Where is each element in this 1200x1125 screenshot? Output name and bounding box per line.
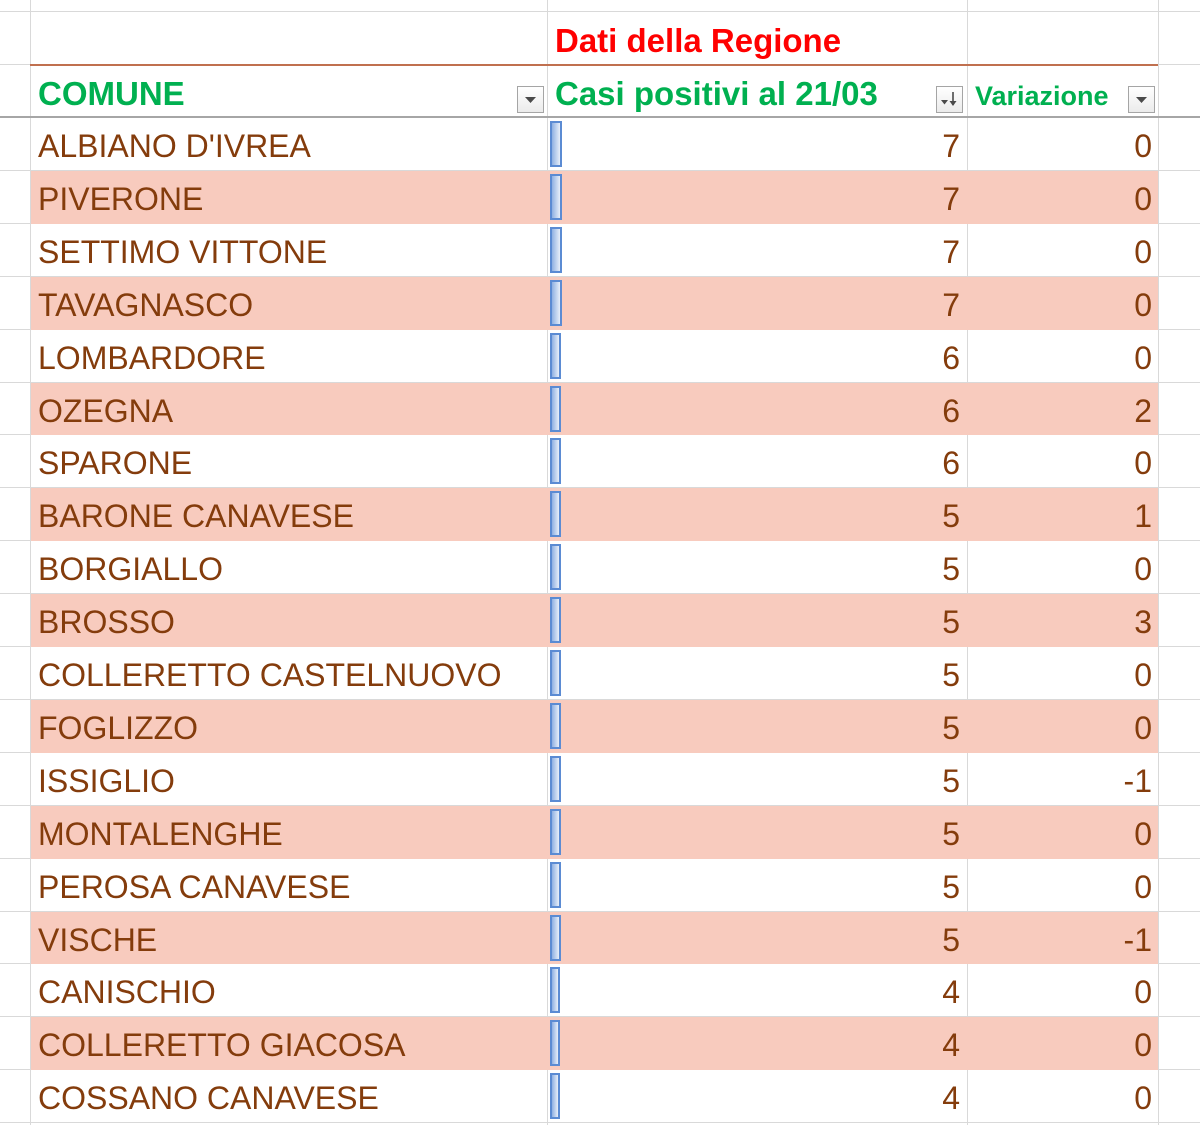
table-row	[31, 541, 1158, 594]
casi-positivi-value: 5	[942, 921, 960, 958]
table-row	[31, 277, 1158, 330]
data-bar	[550, 967, 560, 1013]
cell-comune[interactable]: PIVERONE	[38, 180, 204, 217]
table-row	[31, 594, 1158, 647]
cell-variazione[interactable]: 0	[1134, 868, 1152, 905]
cell-comune[interactable]: COSSANO CANAVESE	[38, 1080, 379, 1117]
sort-descending-filter-icon	[937, 87, 962, 112]
casi-positivi-value: 4	[942, 1027, 960, 1064]
cell-variazione[interactable]: 0	[1134, 339, 1152, 376]
column-header-casi-positivi[interactable]: Casi positivi al 21/03	[555, 75, 878, 112]
data-bar	[550, 174, 562, 220]
casi-positivi-filter-button[interactable]	[936, 86, 963, 113]
casi-positivi-value: 7	[942, 128, 960, 164]
data-bar	[550, 544, 561, 590]
table-row	[31, 964, 1158, 1017]
cell-casi-positivi[interactable]	[547, 700, 967, 753]
cell-casi-positivi[interactable]	[547, 859, 967, 912]
cell-casi-positivi[interactable]	[547, 435, 967, 488]
casi-positivi-value: 4	[942, 974, 960, 1011]
data-bar	[550, 1020, 560, 1066]
cell-variazione[interactable]: 0	[1134, 128, 1152, 164]
cell-casi-positivi[interactable]	[547, 1070, 967, 1123]
cell-comune[interactable]: TAVAGNASCO	[38, 286, 254, 323]
cell-variazione[interactable]: 0	[1134, 1027, 1152, 1064]
cell-comune[interactable]: BORGIALLO	[38, 551, 223, 588]
data-bar	[550, 703, 561, 749]
table-row	[31, 1017, 1158, 1070]
casi-positivi-value: 6	[942, 339, 960, 376]
cell-comune[interactable]: LOMBARDORE	[38, 339, 266, 376]
group-header-cell[interactable]: Dati della Regione	[555, 22, 842, 59]
data-bar	[550, 650, 561, 696]
table-row	[31, 647, 1158, 700]
cell-comune[interactable]: SETTIMO VITTONE	[38, 233, 328, 270]
data-bar	[550, 491, 561, 537]
cell-comune[interactable]: COLLERETTO GIACOSA	[38, 1027, 406, 1064]
cell-variazione[interactable]: 0	[1134, 1080, 1152, 1117]
cell-variazione[interactable]: 0	[1134, 180, 1152, 217]
cell-casi-positivi[interactable]	[547, 964, 967, 1017]
table-row	[31, 171, 1158, 224]
variazione-filter-button[interactable]	[1128, 86, 1155, 113]
cell-variazione[interactable]: 0	[1134, 551, 1152, 588]
cell-comune[interactable]: FOGLIZZO	[38, 709, 198, 746]
column-header-variazione[interactable]: Variazione	[975, 81, 1109, 111]
data-bar	[550, 1073, 560, 1119]
cell-variazione[interactable]: -1	[1123, 921, 1152, 958]
cell-casi-positivi[interactable]	[547, 647, 967, 700]
cell-variazione[interactable]: 0	[1134, 233, 1152, 270]
casi-positivi-value: 5	[942, 657, 960, 693]
cell-variazione[interactable]: 0	[1134, 815, 1152, 852]
casi-positivi-value: 5	[942, 709, 960, 746]
data-bar	[550, 862, 561, 908]
data-bar	[550, 756, 561, 802]
casi-positivi-value: 5	[942, 498, 960, 535]
cell-casi-positivi[interactable]	[547, 753, 967, 806]
cell-comune[interactable]: MONTALENGHE	[38, 815, 283, 852]
data-bar	[550, 809, 561, 855]
table-row	[31, 1070, 1158, 1123]
table-row	[31, 330, 1158, 383]
cell-comune[interactable]: SPARONE	[38, 445, 193, 482]
cell-comune[interactable]: CANISCHIO	[38, 974, 216, 1011]
cell-casi-positivi[interactable]	[547, 383, 967, 436]
cell-comune[interactable]: PEROSA CANAVESE	[38, 868, 351, 905]
cell-casi-positivi[interactable]	[547, 277, 967, 330]
table-row	[31, 700, 1158, 753]
cell-variazione[interactable]: 0	[1134, 657, 1152, 693]
table-row	[31, 383, 1158, 436]
cell-variazione[interactable]: 3	[1134, 604, 1152, 641]
table-row	[31, 859, 1158, 912]
data-bar	[550, 121, 562, 167]
table-row	[31, 224, 1158, 277]
casi-positivi-value: 5	[942, 604, 960, 641]
table-row	[31, 435, 1158, 488]
casi-positivi-value: 4	[942, 1080, 960, 1117]
data-bar	[550, 438, 561, 484]
cell-comune[interactable]: ALBIANO D'IVREA	[38, 128, 311, 164]
casi-positivi-value: 7	[942, 286, 960, 323]
cell-casi-positivi[interactable]	[547, 330, 967, 383]
cell-casi-positivi[interactable]	[547, 806, 967, 859]
casi-positivi-value: 6	[942, 392, 960, 429]
column-header-comune[interactable]: COMUNE	[38, 75, 185, 112]
casi-positivi-value: 5	[942, 868, 960, 905]
casi-positivi-value: 5	[942, 551, 960, 588]
cell-variazione[interactable]: 1	[1134, 498, 1152, 535]
cell-casi-positivi[interactable]	[547, 912, 967, 965]
table-row	[31, 912, 1158, 965]
cell-casi-positivi[interactable]	[547, 1017, 967, 1070]
cell-comune[interactable]: ISSIGLIO	[38, 762, 175, 799]
cell-comune[interactable]: OZEGNA	[38, 392, 174, 429]
filter-dropdown-icon	[1129, 87, 1154, 112]
cell-comune[interactable]: BROSSO	[38, 604, 175, 641]
data-bar	[550, 333, 561, 379]
casi-positivi-value: 5	[942, 762, 960, 799]
cell-variazione[interactable]: 0	[1134, 709, 1152, 746]
cell-casi-positivi[interactable]	[547, 171, 967, 224]
data-bar	[550, 915, 561, 961]
casi-positivi-value: 7	[942, 180, 960, 217]
cell-comune[interactable]: BARONE CANAVESE	[38, 498, 354, 535]
filter-dropdown-icon	[518, 87, 543, 112]
data-bar	[550, 386, 561, 432]
cell-casi-positivi[interactable]	[547, 541, 967, 594]
casi-positivi-value: 5	[942, 815, 960, 852]
table-row	[31, 753, 1158, 806]
data-bar	[550, 597, 561, 643]
table-row	[31, 118, 1158, 171]
cell-variazione[interactable]: 0	[1134, 445, 1152, 482]
cell-variazione[interactable]: 2	[1134, 392, 1152, 429]
cell-casi-positivi[interactable]	[547, 594, 967, 647]
casi-positivi-value: 6	[942, 445, 960, 482]
cell-comune[interactable]: COLLERETTO CASTELNUOVO	[38, 657, 502, 693]
cell-comune[interactable]: VISCHE	[38, 921, 158, 958]
cell-casi-positivi[interactable]	[547, 488, 967, 541]
cell-variazione[interactable]: 0	[1134, 286, 1152, 323]
cell-casi-positivi[interactable]	[547, 224, 967, 277]
data-bar	[550, 280, 562, 326]
casi-positivi-value: 7	[942, 233, 960, 270]
table-row	[31, 806, 1158, 859]
table-row	[31, 488, 1158, 541]
cell-casi-positivi[interactable]	[547, 118, 967, 171]
cell-variazione[interactable]: -1	[1123, 762, 1152, 799]
cell-variazione[interactable]: 0	[1134, 974, 1152, 1011]
comune-filter-button[interactable]	[517, 86, 544, 113]
data-bar	[550, 227, 562, 273]
